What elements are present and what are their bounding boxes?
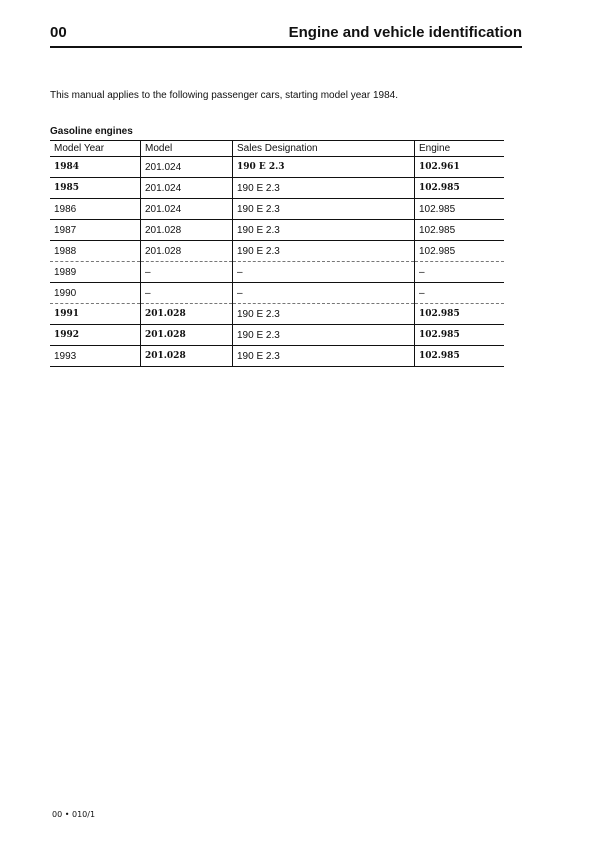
table-row	[50, 304, 504, 325]
cell-engine: 102.985	[415, 178, 505, 199]
cell-model-year: 1985	[50, 178, 141, 199]
cell-model-year: 1993	[50, 346, 141, 367]
cell-sales-designation: 190 E 2.3	[233, 220, 415, 241]
cell-model-year: 1988	[50, 241, 141, 262]
gasoline-engines-table	[50, 140, 504, 367]
cell-model-year: 1991	[50, 304, 141, 325]
cell-model: 201.024	[141, 199, 233, 220]
cell-model-year: 1989	[50, 262, 141, 283]
column-header-model-year: Model Year	[50, 141, 141, 157]
table-row	[50, 325, 504, 346]
intro-paragraph: This manual applies to the following passenger cars, starting model year 1984.	[50, 90, 398, 101]
cell-model-year: 1987	[50, 220, 141, 241]
cell-engine: 102.985	[415, 304, 505, 325]
cell-engine: 102.985	[415, 220, 505, 241]
cell-model: 201.028	[141, 304, 233, 325]
cell-model: 201.028	[141, 220, 233, 241]
cell-engine: 102.985	[415, 325, 505, 346]
column-header-engine: Engine	[415, 141, 505, 157]
cell-sales-designation: 190 E 2.3	[233, 241, 415, 262]
cell-model: 201.028	[141, 241, 233, 262]
column-header-sales-designation: Sales Designation	[233, 141, 415, 157]
table-row	[50, 262, 504, 283]
cell-model: 201.028	[141, 325, 233, 346]
cell-model: 201.028	[141, 346, 233, 367]
cell-sales-designation: 190 E 2.3	[233, 325, 415, 346]
cell-model-year: 1986	[50, 199, 141, 220]
column-header-model: Model	[141, 141, 233, 157]
cell-engine: 102.961	[415, 157, 505, 178]
cell-model: 201.024	[141, 157, 233, 178]
page-number: 00 • 010/1	[52, 810, 96, 819]
cell-sales-designation: –	[233, 262, 415, 283]
page-title: Engine and vehicle identification	[288, 24, 522, 41]
cell-sales-designation: 190 E 2.3	[233, 157, 415, 178]
cell-sales-designation: 190 E 2.3	[233, 178, 415, 199]
cell-engine: 102.985	[415, 241, 505, 262]
cell-engine: 102.985	[415, 346, 505, 367]
cell-sales-designation: 190 E 2.3	[233, 346, 415, 367]
cell-model: 201.024	[141, 178, 233, 199]
table-row	[50, 157, 504, 178]
cell-sales-designation: 190 E 2.3	[233, 199, 415, 220]
cell-sales-designation: –	[233, 283, 415, 304]
cell-model: –	[141, 283, 233, 304]
page-header	[50, 24, 522, 48]
table-row	[50, 283, 504, 304]
table-row	[50, 178, 504, 199]
cell-sales-designation: 190 E 2.3	[233, 304, 415, 325]
section-number: 00	[50, 24, 67, 41]
cell-model-year: 1984	[50, 157, 141, 178]
cell-engine: 102.985	[415, 199, 505, 220]
table-header-row	[50, 141, 504, 157]
cell-model-year: 1992	[50, 325, 141, 346]
table-row	[50, 241, 504, 262]
cell-engine: –	[415, 283, 505, 304]
cell-model-year: 1990	[50, 283, 141, 304]
table-row	[50, 199, 504, 220]
table-row	[50, 346, 504, 367]
cell-model: –	[141, 262, 233, 283]
cell-engine: –	[415, 262, 505, 283]
table-row	[50, 220, 504, 241]
table-title: Gasoline engines	[50, 126, 133, 137]
